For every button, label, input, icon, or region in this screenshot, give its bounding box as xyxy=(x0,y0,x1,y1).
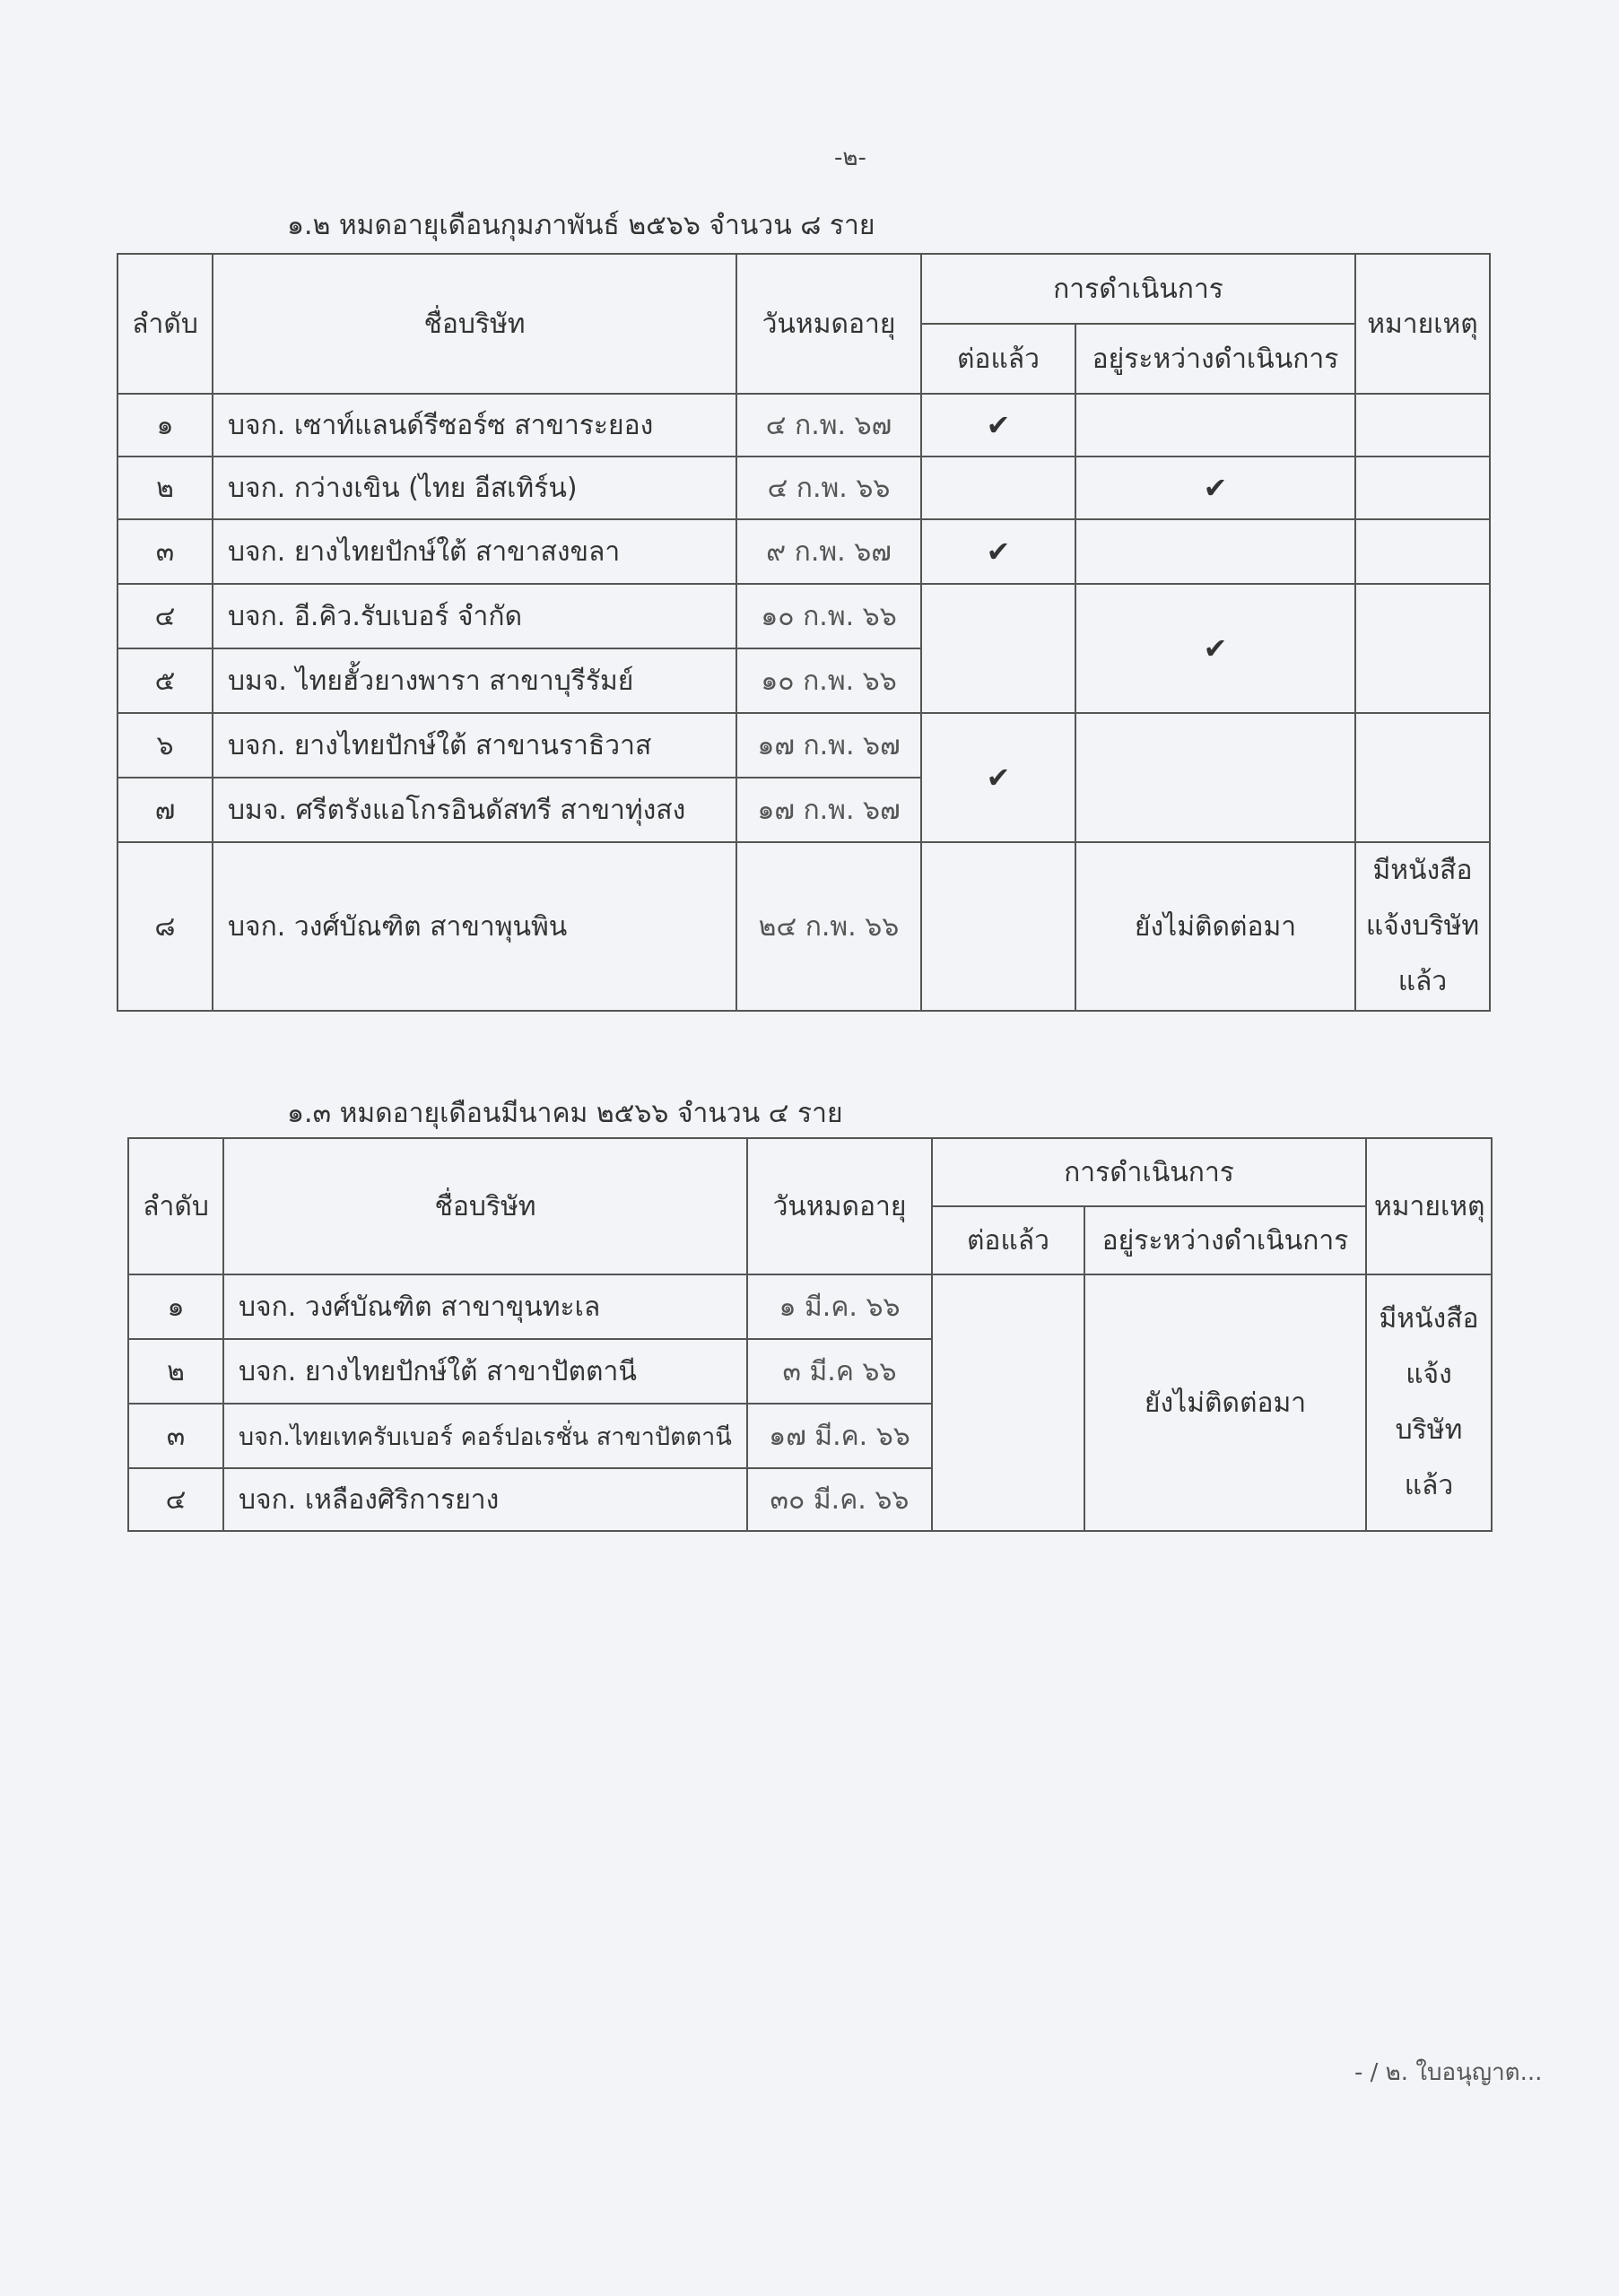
row-no: ๓ xyxy=(118,519,213,584)
row-no: ๘ xyxy=(118,842,213,1011)
check-mark-icon: ✔ xyxy=(1075,584,1355,713)
row-company: บจก. อี.คิว.รับเบอร์ จำกัด xyxy=(213,584,736,648)
check-mark-icon: ✔ xyxy=(921,713,1075,842)
remark-line: แล้ว xyxy=(1397,966,1448,997)
row-company: บจก. เหลืองศิริการยาง xyxy=(223,1468,747,1531)
header-remark: หมายเหตุ xyxy=(1366,1138,1492,1274)
header-renewed: ต่อแล้ว xyxy=(932,1206,1084,1274)
row-expiry: ๑๗ ก.พ. ๖๗ xyxy=(736,778,921,842)
row-expiry: ๑๗ ก.พ. ๖๗ xyxy=(736,713,921,778)
check-mark-icon: ✔ xyxy=(921,519,1075,584)
remark-line: แล้ว xyxy=(1404,1470,1454,1501)
table-row xyxy=(118,842,1490,1011)
remark-note xyxy=(1355,842,1490,1011)
status-not-contacted: ยังไม่ติดต่อมา xyxy=(1084,1274,1366,1531)
header-expiry: วันหมดอายุ xyxy=(736,254,921,394)
row-no: ๖ xyxy=(118,713,213,778)
header-action: การดำเนินการ xyxy=(921,254,1355,324)
row-expiry: ๔ ก.พ. ๖๖ xyxy=(736,457,921,519)
row-no: ๓ xyxy=(128,1404,223,1468)
status-not-contacted: ยังไม่ติดต่อมา xyxy=(1075,842,1355,1011)
header-renewed: ต่อแล้ว xyxy=(921,324,1075,394)
remark-line: แจ้งบริษัท xyxy=(1365,910,1480,942)
row-expiry: ๑๐ ก.พ. ๖๖ xyxy=(736,584,921,648)
row-no: ๔ xyxy=(128,1468,223,1531)
footer-continuation: - / ๒. ใบอนุญาต... xyxy=(1354,2059,1543,2086)
header-in-progress: อยู่ระหว่างดำเนินการ xyxy=(1084,1206,1366,1274)
row-no: ๕ xyxy=(118,648,213,713)
header-company: ชื่อบริษัท xyxy=(223,1138,747,1274)
row-company: บจก. ยางไทยปักษ์ใต้ สาขาปัตตานี xyxy=(223,1339,747,1404)
header-no: ลำดับ xyxy=(118,254,213,394)
row-no: ๑ xyxy=(118,394,213,457)
row-expiry: ๑๗ มี.ค. ๖๖ xyxy=(747,1404,932,1468)
row-company: บจก. ยางไทยปักษ์ใต้ สาขาสงขลา xyxy=(213,519,736,584)
table-feb xyxy=(117,253,1491,1012)
remark-line: แจ้งบริษัท xyxy=(1395,1359,1463,1446)
table-row xyxy=(118,519,1490,584)
table-row xyxy=(118,457,1490,519)
row-company: บจก. วงศ์บัณฑิต สาขาขุนทะเล xyxy=(223,1274,747,1339)
header-remark: หมายเหตุ xyxy=(1355,254,1490,394)
row-expiry: ๑ มี.ค. ๖๖ xyxy=(747,1274,932,1339)
row-no: ๗ xyxy=(118,778,213,842)
table-row xyxy=(118,713,1490,778)
remark-note xyxy=(1366,1274,1492,1531)
row-expiry: ๑๐ ก.พ. ๖๖ xyxy=(736,648,921,713)
row-no: ๒ xyxy=(128,1339,223,1404)
table-row xyxy=(128,1274,1492,1339)
row-expiry: ๔ ก.พ. ๖๗ xyxy=(736,394,921,457)
row-expiry: ๙ ก.พ. ๖๗ xyxy=(736,519,921,584)
row-company: บมจ. ไทยฮั้วยางพารา สาขาบุรีรัมย์ xyxy=(213,648,736,713)
row-expiry: ๒๔ ก.พ. ๖๖ xyxy=(736,842,921,1011)
row-company: บจก. วงศ์บัณฑิต สาขาพุนพิน xyxy=(213,842,736,1011)
section-heading-feb: ๑.๒ หมดอายุเดือนกุมภาพันธ์ ๒๕๖๖ จำนวน ๘ ราย xyxy=(287,210,875,241)
remark-line: มีหนังสือ xyxy=(1379,1303,1479,1335)
row-expiry: ๓ มี.ค ๖๖ xyxy=(747,1339,932,1404)
page-number: -๒- xyxy=(834,144,866,171)
check-mark-icon: ✔ xyxy=(1075,457,1355,519)
row-company: บจก. กว่างเขิน (ไทย อีสเทิร์น) xyxy=(213,457,736,519)
row-company: บจก. เซาท์แลนด์รีซอร์ซ สาขาระยอง xyxy=(213,394,736,457)
row-expiry: ๓๐ มี.ค. ๖๖ xyxy=(747,1468,932,1531)
row-no: ๔ xyxy=(118,584,213,648)
header-no: ลำดับ xyxy=(128,1138,223,1274)
table-row xyxy=(118,584,1490,648)
table-row xyxy=(118,394,1490,457)
remark-line: มีหนังสือ xyxy=(1372,855,1473,886)
header-company: ชื่อบริษัท xyxy=(213,254,736,394)
row-company: บจก. ยางไทยปักษ์ใต้ สาขานราธิวาส xyxy=(213,713,736,778)
row-company: บจก.ไทยเทครับเบอร์ คอร์ปอเรชั่น สาขาปัตตานี xyxy=(223,1404,747,1468)
header-expiry: วันหมดอายุ xyxy=(747,1138,932,1274)
check-mark-icon: ✔ xyxy=(921,394,1075,457)
section-heading-mar: ๑.๓ หมดอายุเดือนมีนาคม ๒๕๖๖ จำนวน ๔ ราย xyxy=(287,1098,843,1129)
header-in-progress: อยู่ระหว่างดำเนินการ xyxy=(1075,324,1355,394)
header-action: การดำเนินการ xyxy=(932,1138,1366,1206)
table-mar xyxy=(127,1137,1493,1532)
row-no: ๒ xyxy=(118,457,213,519)
row-no: ๑ xyxy=(128,1274,223,1339)
row-company: บมจ. ศรีตรังแอโกรอินดัสทรี สาขาทุ่งสง xyxy=(213,778,736,842)
